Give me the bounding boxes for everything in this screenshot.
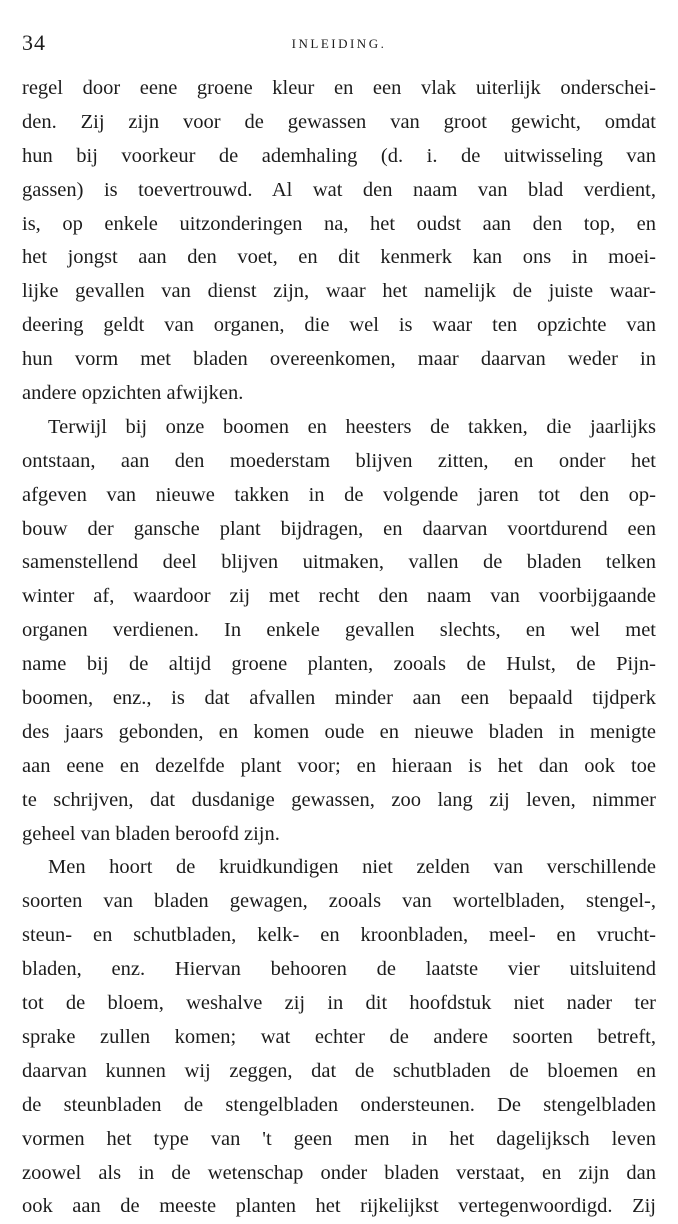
text-line: lijke gevallen van dienst zijn, waar het namelijk de juiste waar- — [22, 280, 656, 303]
text-line: tot de bloem, weshalve zij in dit hoofdstuk niet nader ter — [22, 992, 656, 1015]
paragraph-2 — [22, 411, 656, 852]
text-line: ook aan de meeste planten het rijkelijkst vertegenwoordigd. Zij — [22, 1195, 656, 1218]
text-line: hun vorm met bladen overeenkomen, maar daarvan weder in — [22, 348, 656, 371]
text-line: Men hoort de kruidkundigen niet zelden van verschillende — [48, 856, 656, 879]
text-line: organen verdienen. In enkele gevallen slechts, en wel met — [22, 619, 656, 642]
text-line: hun bij voorkeur de ademhaling (d. i. de uitwisseling van — [22, 144, 656, 167]
text-line: te schrijven, dat dusdanige gewassen, zoo lang zij leven, nimmer — [22, 788, 656, 811]
text-line: is, op enkele uitzonderingen na, het oudst aan den top, en — [22, 212, 656, 235]
running-head: INLEIDING. — [291, 36, 387, 51]
text-line: vormen het type van 't geen men in het dagelijksch leven — [22, 1127, 656, 1150]
text-line: samenstellend deel blijven uitmaken, vallen de bladen telken — [22, 551, 656, 574]
text-line: aan eene en dezelfde plant voor; en hieraan is het dan ook toe — [22, 754, 656, 777]
text-line: ontstaan, aan den moederstam blijven zitten, en onder het — [22, 449, 656, 472]
text-line: name bij de altijd groene planten, zooals de Hulst, de Pijn- — [22, 653, 656, 676]
text-line: bladen, enz. Hiervan behooren de laatste vier uitsluitend — [22, 958, 656, 981]
text-line: de steunbladen de stengelbladen ondersteunen. De stengelbladen — [22, 1093, 656, 1116]
text-line: deering geldt van organen, die wel is waar ten opzichte van — [22, 314, 656, 337]
page-number: 34 — [22, 30, 46, 55]
text-line: boomen, enz., is dat afvallen minder aan een bepaald tijdperk — [22, 687, 656, 710]
text-line: des jaars gebonden, en komen oude en nieuwe bladen in menigte — [22, 720, 656, 743]
text-line: steun- en schutbladen, kelk- en kroonbladen, meel- en vrucht- — [22, 924, 656, 947]
body-text — [22, 72, 656, 1224]
page-header — [22, 28, 656, 62]
paragraph-3 — [22, 851, 656, 1224]
text-line: bouw der gansche plant bijdragen, en daarvan voortdurend een — [22, 517, 656, 540]
paragraph-1 — [22, 72, 656, 411]
text-line: winter af, waardoor zij met recht den naam van voorbijgaande — [22, 585, 656, 608]
text-line: geheel van bladen beroofd zijn. — [22, 822, 280, 845]
text-line: gassen) is toevertrouwd. Al wat den naam van blad verdient, — [22, 178, 656, 201]
text-line: daarvan kunnen wij zeggen, dat de schutbladen de bloemen en — [22, 1059, 656, 1082]
text-line: soorten van bladen gewagen, zooals van wortelbladen, stengel-, — [22, 890, 656, 913]
text-line: Terwijl bij onze boomen en heesters de takken, die jaarlijks — [48, 415, 656, 438]
text-line: het jongst aan den voet, en dit kenmerk kan ons in moei- — [22, 246, 656, 269]
text-line: afgeven van nieuwe takken in de volgende jaren tot den op- — [22, 483, 656, 506]
text-line: sprake zullen komen; wat echter de andere soorten betreft, — [22, 1025, 656, 1048]
text-line: den. Zij zijn voor de gewassen van groot gewicht, omdat — [22, 110, 656, 133]
text-line: andere opzichten afwijken. — [22, 382, 244, 405]
text-line: zoowel als in de wetenschap onder bladen verstaat, en zijn dan — [22, 1161, 656, 1184]
text-line: regel door eene groene kleur en een vlak uiterlijk onderschei- — [22, 77, 656, 99]
